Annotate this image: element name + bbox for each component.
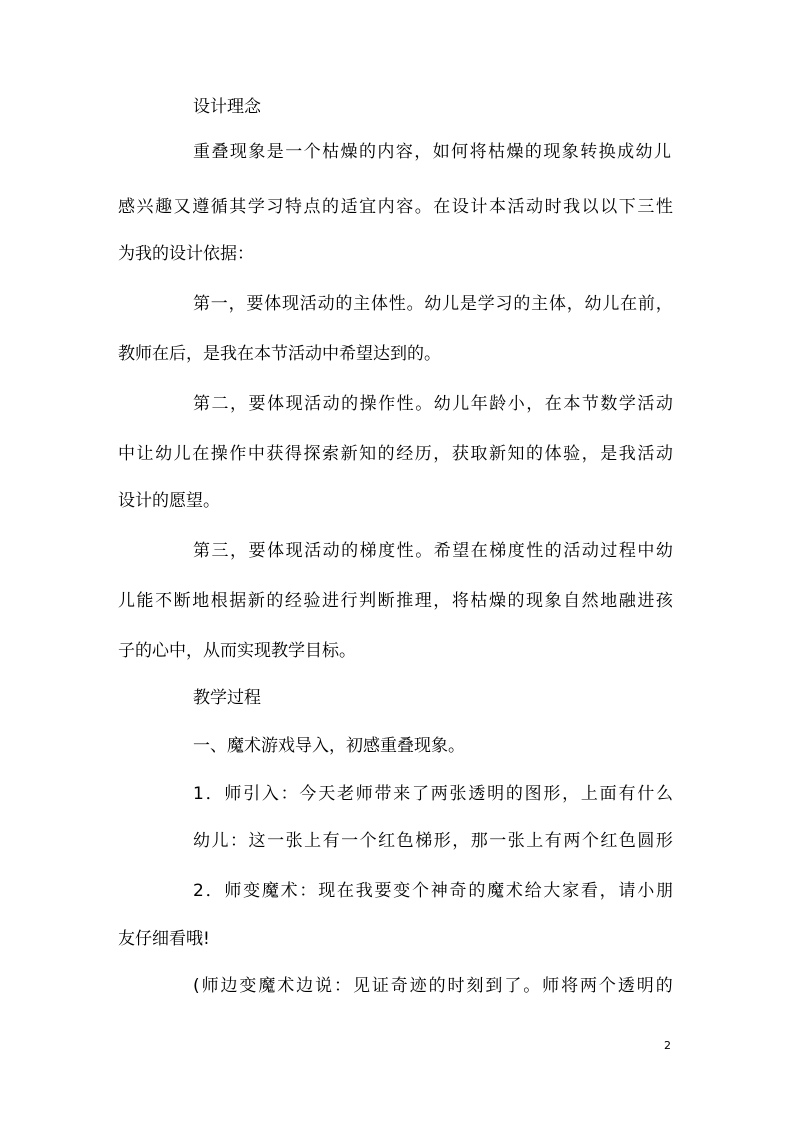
paragraph-line: 儿 能 不 断 地 根 据 新 的 经 验 进 行 判 断 推 理 ， 将 枯 燥 的 现 象 自 然 地 融 进 孩 (118, 591, 673, 611)
paragraph-line: 第 二 ， 要 体 现 活 动 的 操 作 性 。 幼 儿 年 龄 小 ， 在 本 节 数 学 活 动 (193, 394, 673, 414)
paragraph-line: 感 兴 趣 又 遵 循 其 学 习 特 点 的 适 宜 内 容 。 在 设 计 本 活 动 时 我 以 以 下 三 性 (118, 197, 673, 217)
paragraph-line: 设计的愿望。 (118, 491, 220, 511)
paragraph-line: 中 让 幼 儿 在 操 作 中 获 得 探 索 新 知 的 经 历 ， 获 取 新 知 的 体 验 ， 是 我 活 动 (118, 444, 673, 464)
paragraph-line: 第 三 ， 要 体 现 活 动 的 梯 度 性 。 希 望 在 梯 度 性 的 活 动 过 程 中 幼 (193, 541, 673, 561)
page-number: 2 (664, 1039, 671, 1052)
paragraph-line: 子的心中，从而实现教学目标。 (118, 641, 356, 661)
section-heading: 一、魔术游戏导入，初感重叠现象。 (193, 736, 465, 756)
paragraph-line: 教师在后，是我在本节活动中希望达到的。 (118, 344, 441, 364)
paragraph-line: 友仔细看哦! (118, 929, 210, 949)
paragraph-line: 为我的设计依据： (118, 244, 254, 264)
paragraph-line: 第 一 ， 要 体 现 活 动 的 主 体 性 。 幼 儿 是 学 习 的 主 体 ， 幼 儿 在 前 ， (193, 294, 673, 314)
paragraph-line: 2 ． 师 变 魔 术 ： 现 在 我 要 变 个 神 奇 的 魔 术 给 大 家 看 ， 请 小 朋 (193, 881, 673, 901)
paragraph-line: ( 师 边 变 魔 术 边 说 ： 见 证 奇 迹 的 时 刻 到 了 。 师 将 两 个 透 明 的 (193, 976, 673, 996)
heading-teaching-process: 教学过程 (193, 688, 261, 708)
paragraph-line: 1 ． 师 引 入 ： 今 天 老 师 带 来 了 两 张 透 明 的 图 形 ， 上 面 有 什 么 (193, 784, 673, 804)
heading-design-concept: 设计理念 (193, 97, 261, 117)
paragraph-line: 幼 儿 ： 这 一 张 上 有 一 个 红 色 梯 形 ， 那 一 张 上 有 两 个 红 色 圆 形 (193, 831, 673, 851)
paragraph-line: 重 叠 现 象 是 一 个 枯 燥 的 内 容 ， 如 何 将 枯 燥 的 现 象 转 换 成 幼 儿 (193, 142, 671, 162)
